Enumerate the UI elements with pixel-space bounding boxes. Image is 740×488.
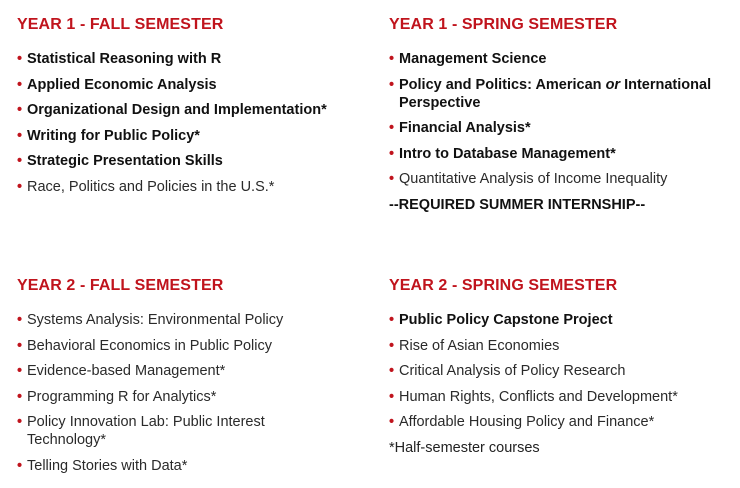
course-item <box>17 178 367 196</box>
course-title: Policy Innovation Lab: Public Interest Technology* <box>27 414 265 448</box>
course-title: Writing for Public Policy* <box>27 127 200 144</box>
course-item <box>17 127 367 145</box>
course-title: Intro to Database Management* <box>399 145 616 162</box>
bullet-icon: • <box>17 51 23 67</box>
bullet-icon: • <box>17 337 23 354</box>
course-title: Human Rights, Conflicts and Development* <box>399 388 678 405</box>
course-item <box>17 362 367 380</box>
year1-spring-section <box>389 15 739 214</box>
bullet-icon: • <box>389 171 395 187</box>
course-title-part: International Perspective <box>399 76 712 111</box>
section-heading: YEAR 2 - SPRING SEMESTER <box>389 277 618 294</box>
course-item <box>389 362 739 380</box>
course-list <box>389 311 739 431</box>
bullet-icon: • <box>17 76 23 93</box>
course-item <box>389 337 739 355</box>
course-item <box>389 119 739 137</box>
course-title: Organizational Design and Implementation* <box>27 102 327 118</box>
course-list <box>17 50 367 196</box>
course-title: Strategic Presentation Skills <box>27 153 223 169</box>
bullet-icon: • <box>17 388 23 405</box>
year2-fall-section <box>17 276 367 482</box>
bullet-icon: • <box>389 363 395 379</box>
section-heading: YEAR 2 - FALL SEMESTER <box>17 277 224 294</box>
course-list <box>17 311 367 475</box>
course-title: Rise of Asian Economies <box>399 337 560 354</box>
course-list <box>389 50 739 188</box>
year2-spring-section <box>389 276 739 457</box>
course-title-part: Policy and Politics: American <box>399 76 606 93</box>
course-item <box>17 101 367 119</box>
internship-note: --REQUIRED SUMMER INTERNSHIP-- <box>389 196 646 213</box>
course-title: Critical Analysis of Policy Research <box>399 363 626 379</box>
bullet-icon: • <box>389 76 395 93</box>
course-item <box>17 413 317 449</box>
course-item <box>389 145 739 163</box>
course-title-emphasis: or <box>605 76 621 93</box>
course-title: Quantitative Analysis of Income Inequality <box>399 171 668 187</box>
course-title: Financial Analysis* <box>399 120 531 136</box>
course-title: Evidence-based Management* <box>27 363 226 379</box>
course-item <box>389 170 739 188</box>
bullet-icon: • <box>389 51 395 67</box>
bullet-icon: • <box>389 312 395 328</box>
bullet-icon: • <box>17 178 23 195</box>
course-item <box>389 50 739 68</box>
course-title: Statistical Reasoning with R <box>27 51 222 67</box>
course-title: Telling Stories with Data* <box>27 457 188 474</box>
course-item <box>389 76 739 112</box>
course-item <box>17 337 367 355</box>
course-title: Applied Economic Analysis <box>27 76 217 93</box>
bullet-icon: • <box>17 414 23 430</box>
course-title: Programming R for Analytics* <box>27 388 217 405</box>
course-title: Systems Analysis: Environmental Policy <box>27 312 284 328</box>
half-semester-note: *Half-semester courses <box>389 439 540 456</box>
section-heading: YEAR 1 - SPRING SEMESTER <box>389 16 618 33</box>
course-item <box>389 311 739 329</box>
bullet-icon: • <box>389 120 395 136</box>
bullet-icon: • <box>389 388 395 405</box>
year1-fall-section <box>17 15 367 203</box>
course-item <box>389 388 739 406</box>
course-item <box>17 311 367 329</box>
bullet-icon: • <box>17 312 23 328</box>
bullet-icon: • <box>17 457 23 474</box>
course-item <box>17 388 367 406</box>
course-item <box>17 152 367 170</box>
bullet-icon: • <box>17 363 23 379</box>
bullet-icon: • <box>17 127 23 144</box>
course-item <box>17 50 367 68</box>
course-item <box>17 76 367 94</box>
section-heading: YEAR 1 - FALL SEMESTER <box>17 16 224 33</box>
bullet-icon: • <box>389 145 395 162</box>
bullet-icon: • <box>17 153 23 169</box>
course-title <box>399 77 711 111</box>
course-title: Race, Politics and Policies in the U.S.* <box>27 178 275 195</box>
bullet-icon: • <box>389 414 395 430</box>
bullet-icon: • <box>17 102 23 118</box>
course-item <box>17 457 367 475</box>
course-title: Affordable Housing Policy and Finance* <box>399 414 655 430</box>
course-title: Behavioral Economics in Public Policy <box>27 337 272 354</box>
course-title: Public Policy Capstone Project <box>399 312 613 328</box>
bullet-icon: • <box>389 337 395 354</box>
course-title: Management Science <box>399 51 547 67</box>
course-item <box>389 413 739 431</box>
